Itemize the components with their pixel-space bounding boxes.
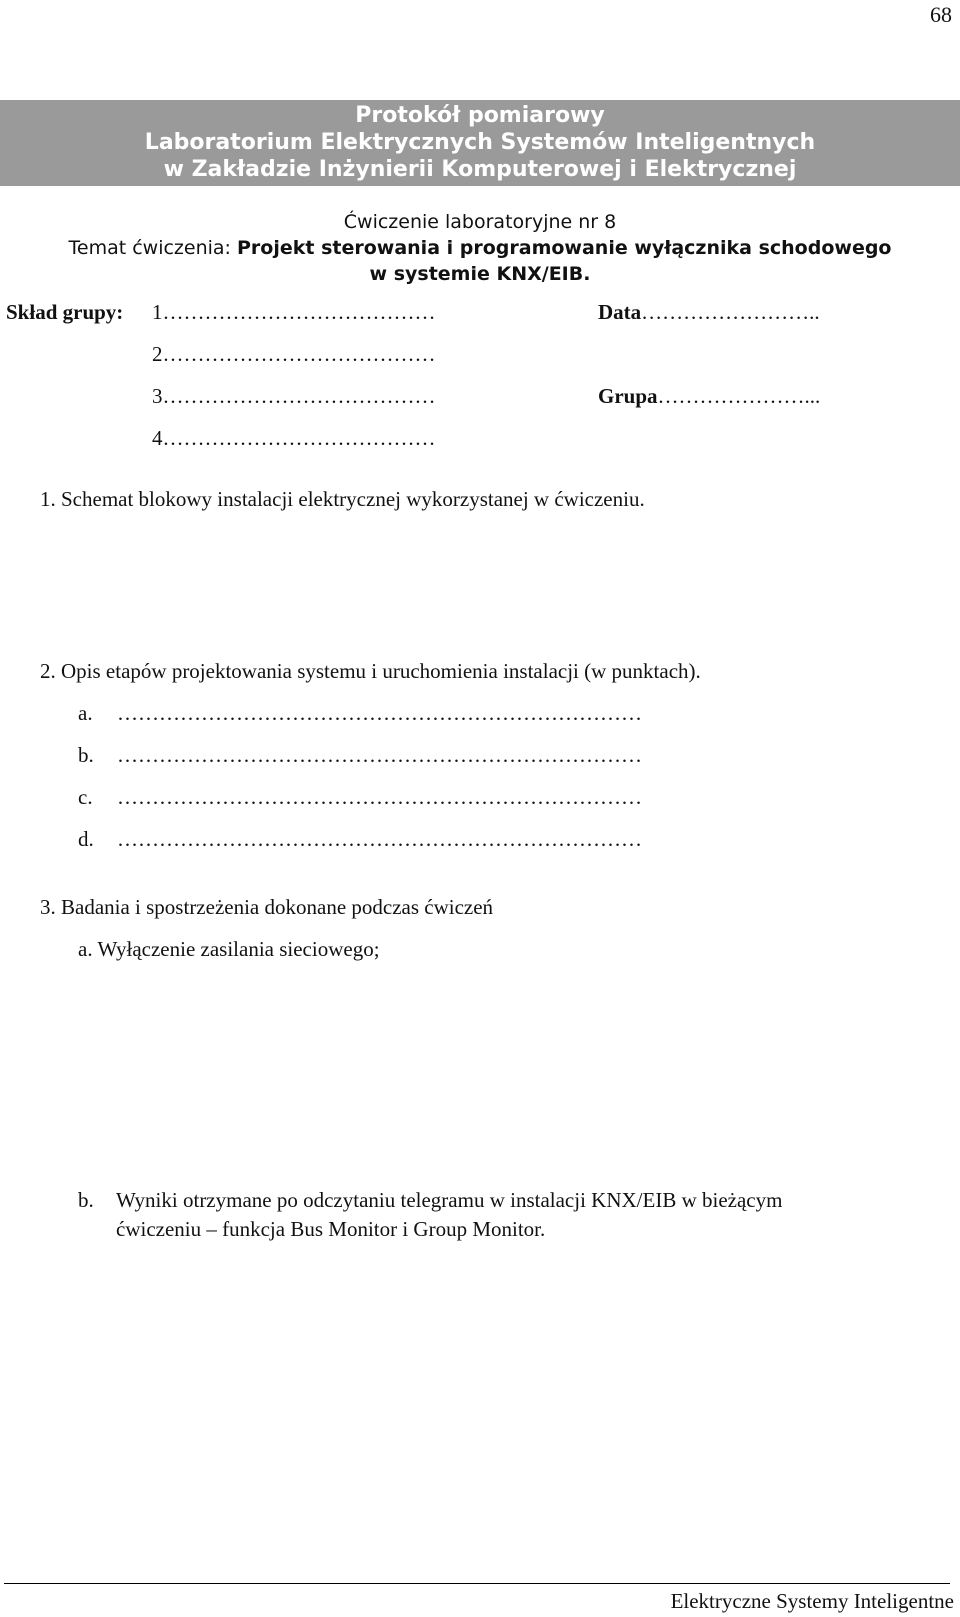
- step-b-dots: …………………………………………………………………: [117, 743, 642, 767]
- section-3-heading: 3. Badania i spostrzeżenia dokonane podczas ćwiczeń: [40, 895, 494, 919]
- header-department: w Zakładzie Inżynierii Komputerowej i Elektrycznej: [163, 157, 797, 182]
- group-member-1: 1…………………………………: [152, 300, 436, 324]
- page-number: 68: [930, 2, 952, 27]
- step-b-letter: b.: [78, 743, 94, 767]
- header-subtitle: Laboratorium Elektrycznych Systemów Inteligentnych: [144, 130, 816, 155]
- footer-title: Elektryczne Systemy Inteligentne: [670, 1589, 954, 1613]
- section-2-heading: 2. Opis etapów projektowania systemu i uruchomienia instalacji (w punktach).: [40, 659, 701, 683]
- section-3b-letter: b.: [78, 1188, 94, 1212]
- date-label: Data: [598, 300, 642, 324]
- protocol-header: [0, 100, 960, 186]
- header-title: Protokół pomiarowy: [355, 103, 605, 128]
- topic-title-continued: w systemie KNX/EIB.: [369, 263, 591, 285]
- group-member-2: 2…………………………………: [152, 342, 436, 366]
- step-d-dots: …………………………………………………………………: [117, 827, 642, 851]
- section-3b-line-2: ćwiczeniu – funkcja Bus Monitor i Group Monitor.: [116, 1217, 546, 1241]
- section-3b-line-1: Wyniki otrzymane po odczytaniu telegramu w instalacji KNX/EIB w bieżącym: [116, 1188, 783, 1212]
- section-1-heading: 1. Schemat blokowy instalacji elektrycznej wykorzystanej w ćwiczeniu.: [40, 487, 645, 511]
- section-3a: a. Wyłączenie zasilania sieciowego;: [78, 937, 380, 961]
- exercise-number: Ćwiczenie laboratoryjne nr 8: [343, 211, 617, 233]
- group-member-3: 3…………………………………: [152, 384, 436, 408]
- topic-title: Projekt sterowania i programowanie wyłącznika schodowego: [237, 237, 892, 259]
- date-dots: ……………………..: [641, 300, 820, 324]
- step-a-letter: a.: [78, 701, 93, 725]
- group-number-label: Grupa: [598, 384, 658, 408]
- exercise-topic: [0, 237, 960, 259]
- step-a-dots: …………………………………………………………………: [117, 701, 642, 725]
- step-d-letter: d.: [78, 827, 94, 851]
- group-number-dots: …………………...: [657, 384, 821, 408]
- step-c-letter: c.: [78, 785, 93, 809]
- group-field: [598, 384, 820, 409]
- topic-label: Temat ćwiczenia:: [68, 237, 237, 259]
- footer-divider: [4, 1583, 950, 1584]
- group-label: Skład grupy:: [6, 300, 124, 324]
- group-member-4: 4…………………………………: [152, 426, 436, 450]
- date-field: [598, 300, 820, 325]
- step-c-dots: …………………………………………………………………: [117, 785, 642, 809]
